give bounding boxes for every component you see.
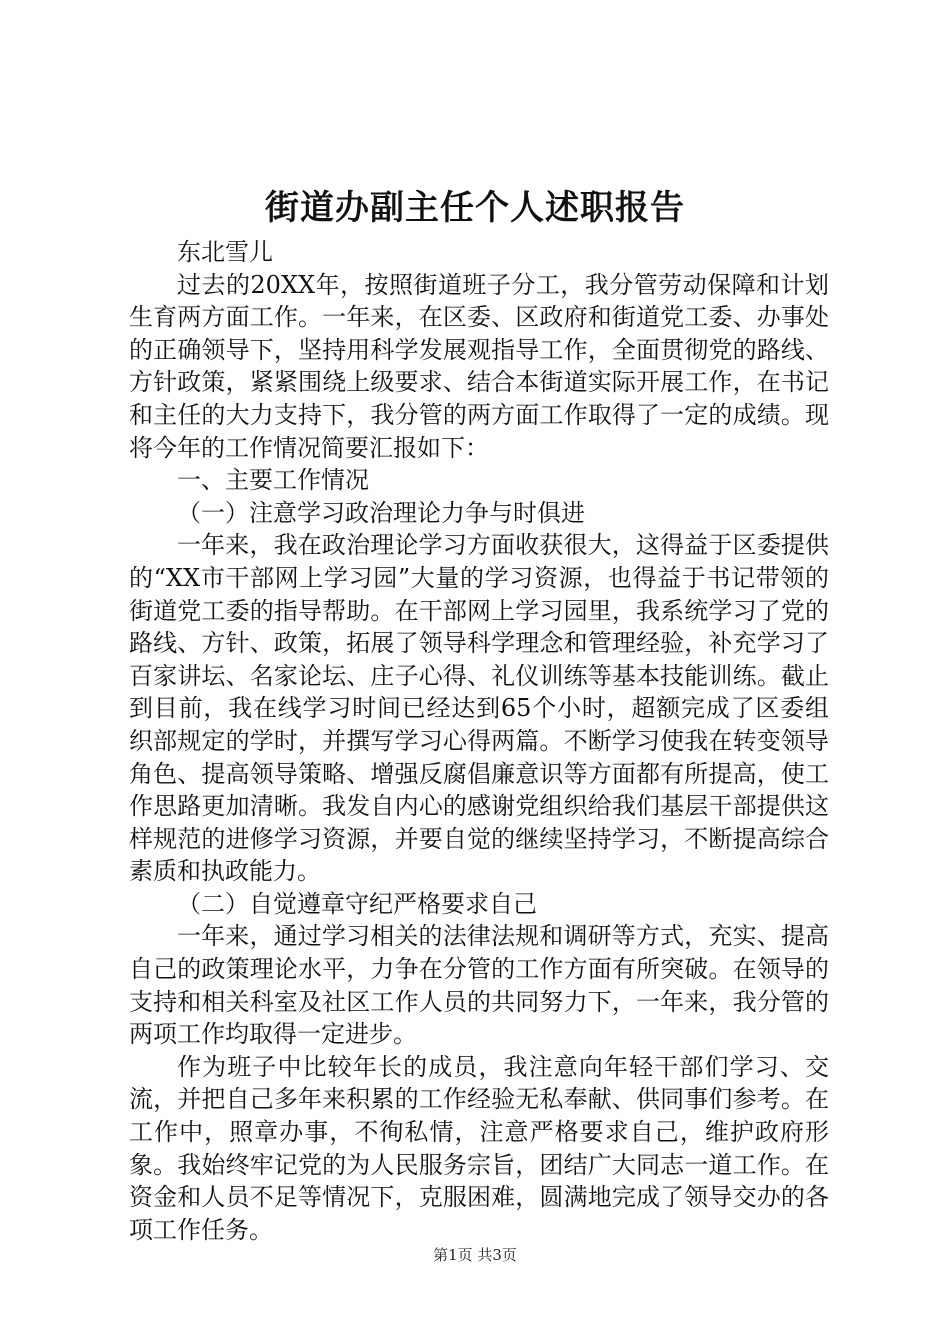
- page-footer: 第1页 共3页: [433, 1246, 517, 1264]
- section-heading-main-work: 一、主要工作情况: [177, 466, 369, 495]
- paragraph-teamwork: 作为班子中比较年长的成员，我注意向年轻干部们学习、交流，并把自己多年来积累的工作经验无私奉献、供同事们参考。在工作中，照章办事，不徇私情，注意严格要求自己，维护政府形象。我始终牢记党的为人民服务宗旨，团结广大同志一道工作。在资金和人员不足等情况下，克服困难，圆满地完成了领导交办的各项工作任务。: [129, 1052, 829, 1244]
- document-title: 街道办副主任个人述职报告: [265, 188, 685, 228]
- author-line: 东北雪儿: [177, 238, 273, 266]
- paragraph-discipline: 一年来，通过学习相关的法律法规和调研等方式，充实、提高自己的政策理论水平，力争在分管的工作方面有所突破。在领导的支持和相关科室及社区工作人员的共同努力下，一年来，我分管的两项工作均取得一定进步。: [129, 922, 829, 1049]
- paragraph-intro: 过去的20XX年，按照街道班子分工，我分管劳动保障和计划生育两方面工作。一年来，在区委、区政府和街道党工委、办事处的正确领导下，坚持用科学发展观指导工作，全面贯彻党的路线、方针政策，紧紧围绕上级要求、结合本街道实际开展工作，在书记和主任的大力支持下，我分管的两方面工作取得了一定的成绩。现将今年的工作情况简要汇报如下：: [129, 270, 829, 462]
- subsection-heading-study: （一）注意学习政治理论力争与时俱进: [177, 498, 585, 527]
- document-body: [129, 236, 829, 1246]
- subsection-heading-discipline: （二）自觉遵章守纪严格要求自己: [177, 889, 537, 918]
- paragraph-study: 一年来，我在政治理论学习方面收获很大，这得益于区委提供的“XX市干部网上学习园”大量的学习资源，也得益于书记带领的街道党工委的指导帮助。在干部网上学习园里，我系统学习了党的路线、方针、政策，拓展了领导科学理念和管理经验，补充学习了百家讲坛、名家论坛、庄子心得、礼仪训练等基本技能训练。截止到目前，我在线学习时间已经达到65个小时，超额完成了区委组织部规定的学时，并撰写学习心得两篇。不断学习使我在转变领导角色、提高领导策略、增强反腐倡廉意识等方面都有所提高，使工作思路更加清晰。我发自内心的感谢党组织给我们基层干部提供这样规范的进修学习资源，并要自觉的继续坚持学习，不断提高综合素质和执政能力。: [129, 531, 829, 886]
